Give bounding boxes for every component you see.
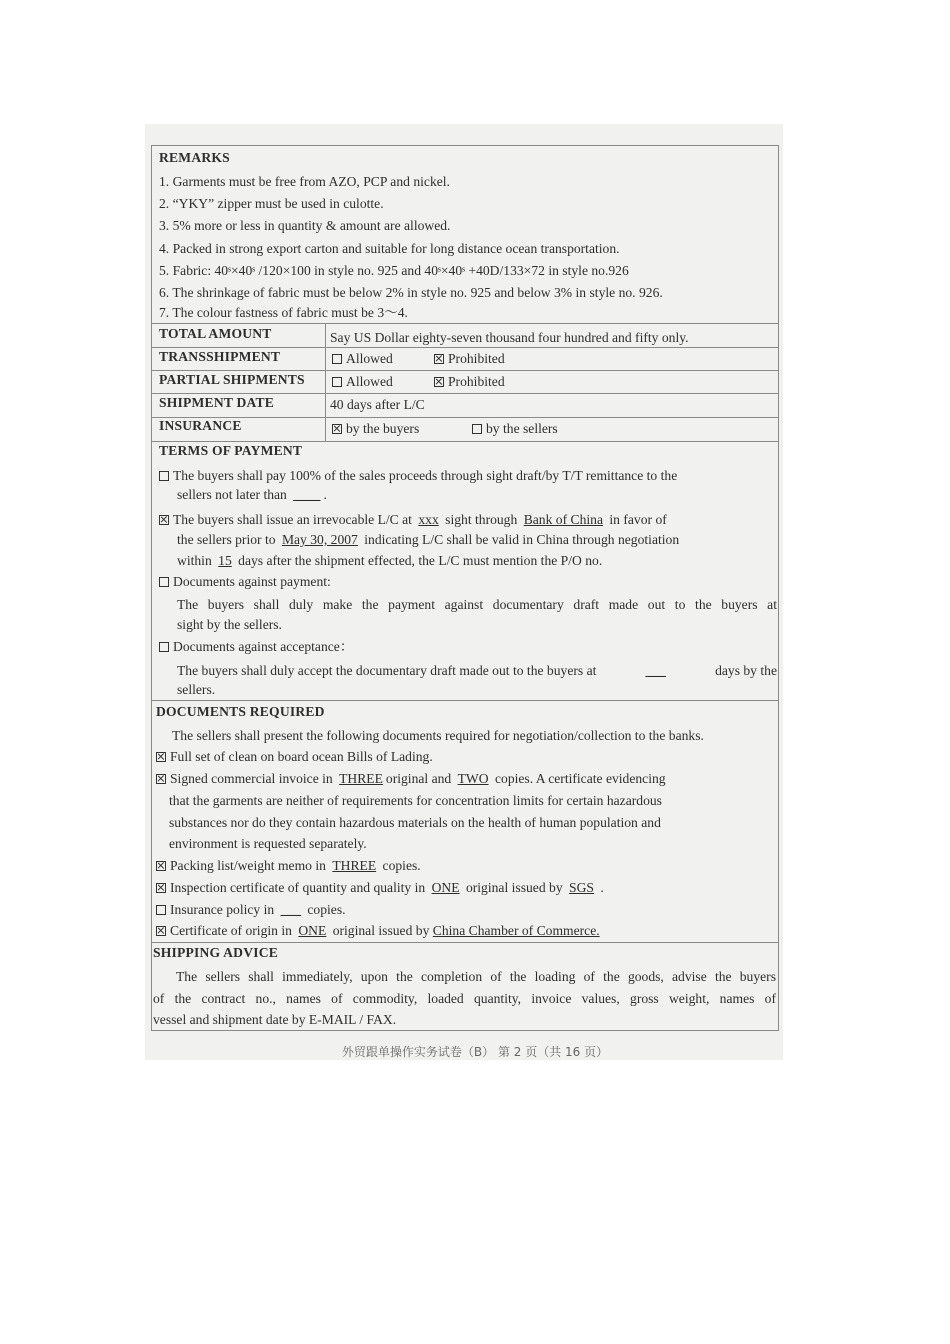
remark-item: 4. Packed in strong export carton and suitable for long distance ocean transportation. — [159, 241, 620, 256]
invoice-line4: environment is requested separately. — [169, 836, 367, 851]
tt-option-line2: sellers not later than ____ . — [177, 487, 327, 502]
dp-text-line1: The buyers shall duly make the payment against documentary draft made out to the buyers at — [177, 597, 777, 612]
unchecked-box-icon — [156, 905, 166, 915]
remark-item: 7. The colour fastness of fabric must be 3～4. — [159, 305, 408, 320]
partial-shipments-prohibited-option[interactable]: Prohibited — [434, 373, 505, 390]
inspection-certificate-option[interactable]: Inspection certificate of quantity and quality in ONE original issued by SGS . — [156, 879, 604, 896]
unchecked-box-icon — [159, 642, 169, 652]
total-amount-value: Say US Dollar eighty-seven thousand four hundred and fifty only. — [330, 330, 689, 345]
divider — [152, 323, 778, 324]
shipment-date-label: SHIPMENT DATE — [159, 395, 275, 410]
dp-option[interactable]: Documents against payment: — [159, 573, 331, 590]
total-amount-label: TOTAL AMOUNT — [159, 326, 272, 341]
unchecked-box-icon — [332, 377, 342, 387]
checked-box-icon — [434, 377, 444, 387]
page-footer: 外贸跟单操作实务试卷（B） 第 2 页（共 16 页） — [341, 1045, 609, 1059]
remark-item: 2. “YKY” zipper must be used in culotte. — [159, 196, 384, 211]
shipping-advice-heading: SHIPPING ADVICE — [153, 945, 278, 960]
divider — [152, 700, 778, 701]
da-text-line1: The buyers shall duly accept the documentary draft made out to the buyers at ___ days by the — [177, 663, 777, 678]
invoice-line3: substances nor do they contain hazardous materials on the health of human population and — [169, 815, 661, 830]
da-option[interactable]: Documents against acceptance： — [159, 638, 353, 655]
checked-box-icon — [156, 883, 166, 893]
shipping-line3: vessel and shipment date by E-MAIL / FAX. — [153, 1012, 397, 1027]
da-text-line2: sellers. — [177, 682, 216, 697]
remark-item: 5. Fabric: 40ˢ×40ˢ /120×100 in style no. 925 and 40ˢ×40ˢ +40D/133×72 in style no.926 — [159, 263, 629, 278]
bl-option[interactable]: Full set of clean on board ocean Bills of Lading. — [156, 748, 433, 765]
documents-intro: The sellers shall present the following documents required for negotiation/collection to the banks. — [172, 728, 704, 743]
checked-box-icon — [156, 774, 166, 784]
transshipment-label: TRANSSHIPMENT — [159, 349, 281, 364]
insurance-label: INSURANCE — [159, 418, 242, 433]
remark-item: 1. Garments must be free from AZO, PCP and nickel. — [159, 174, 450, 189]
dp-text-line2: sight by the sellers. — [177, 617, 282, 632]
insurance-sellers-option[interactable]: by the sellers — [472, 420, 558, 437]
invoice-option[interactable]: Signed commercial invoice in THREE original and TWO copies. A certificate evidencing — [156, 770, 666, 787]
invoice-line2: that the garments are neither of requirements for concentration limits for certain hazardous — [169, 793, 662, 808]
unchecked-box-icon — [159, 577, 169, 587]
lc-option[interactable]: The buyers shall issue an irrevocable L/C at xxx sight through Bank of China in favor of — [159, 511, 667, 528]
insurance-buyers-option[interactable]: by the buyers — [332, 420, 419, 437]
checked-box-icon — [156, 926, 166, 936]
partial-shipments-label: PARTIAL SHIPMENTS — [159, 372, 305, 387]
packing-list-option[interactable]: Packing list/weight memo in THREE copies. — [156, 857, 421, 874]
lc-option-line2: the sellers prior to May 30, 2007 indicating L/C shall be valid in China through negotiation — [177, 532, 680, 547]
shipping-line2: of the contract no., names of commodity, loaded quantity, invoice values, gross weight, names of — [153, 991, 776, 1006]
transshipment-allowed-option[interactable]: Allowed — [332, 350, 393, 367]
certificate-of-origin-option[interactable]: Certificate of origin in ONE original issued by China Chamber of Commerce. — [156, 922, 600, 939]
checked-box-icon — [156, 752, 166, 762]
column-divider — [325, 323, 326, 441]
terms-of-payment-heading: TERMS OF PAYMENT — [159, 443, 303, 458]
unchecked-box-icon — [159, 471, 169, 481]
divider — [152, 417, 778, 418]
tt-option[interactable]: The buyers shall pay 100% of the sales proceeds through sight draft/by T/T remittance to the — [159, 467, 677, 484]
insurance-policy-option[interactable]: Insurance policy in ___ copies. — [156, 901, 346, 918]
remark-item: 6. The shrinkage of fabric must be below 2% in style no. 925 and below 3% in style no. 926. — [159, 285, 663, 300]
checked-box-icon — [434, 354, 444, 364]
shipping-line1: The sellers shall immediately, upon the completion of the loading of the goods, advise the buyers — [176, 969, 776, 984]
checked-box-icon — [332, 424, 342, 434]
transshipment-prohibited-option[interactable]: Prohibited — [434, 350, 505, 367]
documents-required-heading: DOCUMENTS REQUIRED — [156, 704, 325, 719]
unchecked-box-icon — [472, 424, 482, 434]
contract-form — [151, 145, 779, 1031]
partial-shipments-allowed-option[interactable]: Allowed — [332, 373, 393, 390]
checked-box-icon — [156, 861, 166, 871]
divider — [152, 942, 778, 943]
remark-item: 3. 5% more or less in quantity & amount are allowed. — [159, 218, 451, 233]
remarks-heading: REMARKS — [159, 150, 230, 165]
unchecked-box-icon — [332, 354, 342, 364]
shipment-date-value: 40 days after L/C — [330, 397, 425, 412]
checked-box-icon — [159, 515, 169, 525]
lc-option-line3: within 15 days after the shipment effected, the L/C must mention the P/O no. — [177, 553, 603, 568]
